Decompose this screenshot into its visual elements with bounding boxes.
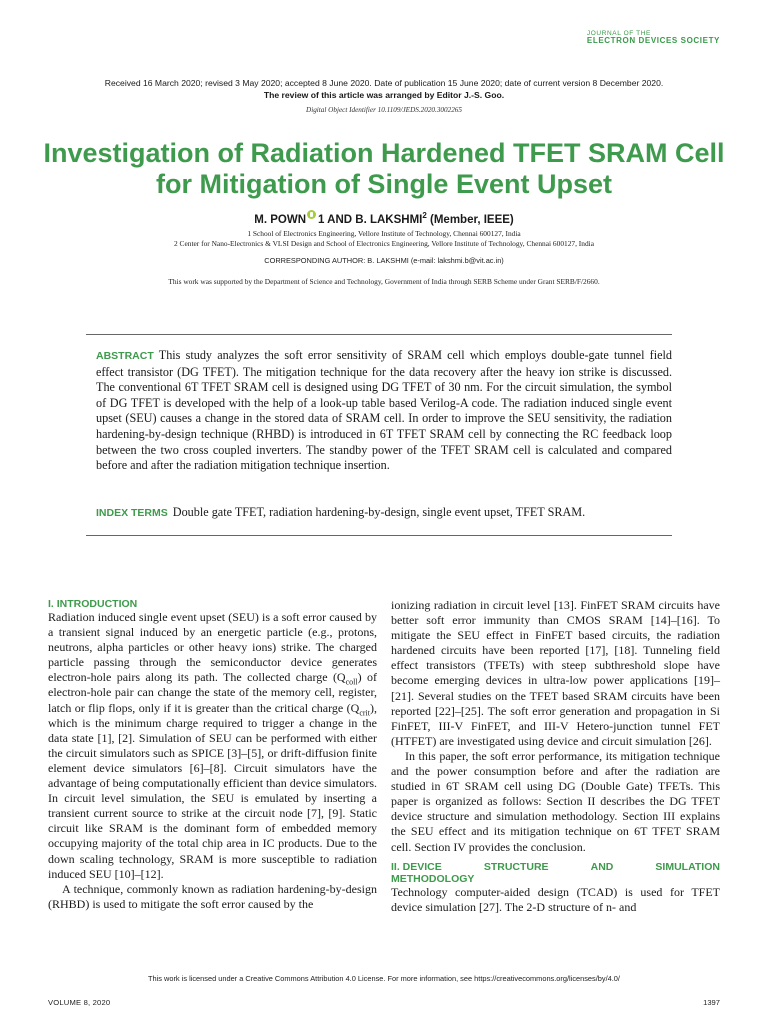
abstract-top-rule [86, 334, 672, 335]
index-terms-label: INDEX TERMS [96, 507, 168, 519]
abstract-bottom-rule [86, 535, 672, 536]
author-2-membership: (Member, IEEE) [426, 214, 514, 226]
section-2-heading-word-2: STRUCTURE [483, 860, 549, 873]
paragraph-5: Technology computer-aided design (TCAD) is used for TFET device simulation [27]. The 2-D structure of n- and [391, 884, 720, 914]
affiliation-1: 1 School of Electronics Engineering, Vellore Institute of Technology, Chennai 600127, India [247, 229, 521, 238]
section-2-heading [391, 861, 720, 873]
funding-note: This work was supported by the Department of Science and Technology, Government of India through SERB Scheme under Grant SERB/F/2660. [168, 277, 600, 286]
left-column [48, 598, 377, 912]
license-note: This work is licensed under a Creative Commons Attribution 4.0 License. For more information, see https://creativecommons.org/licenses/by/4.0/ [148, 974, 620, 983]
affiliation-2: 2 Center for Nano-Electronics & VLSI Design and School of Electronics Engineering, Vellore Institute of Technology, Chennai 600127, India [174, 239, 594, 248]
section-1-heading: I. INTRODUCTION [48, 598, 138, 610]
journal-name-line2: ELECTRON DEVICES SOCIETY [586, 36, 720, 46]
paragraph-2: A technique, commonly known as radiation hardening-by-design (RHBD) is used to mitigate the soft error caused by the [48, 881, 377, 911]
section-2-heading-word-3: AND [590, 860, 614, 873]
publication-history [0, 77, 768, 101]
right-column [391, 598, 720, 915]
author-2: AND B. LAKSHMI [324, 214, 423, 226]
abstract-label: ABSTRACT [96, 350, 154, 362]
review-arranged-by: The review of this article was arranged by Editor J.-S. Goo. [263, 90, 505, 100]
volume-info: VOLUME 8, 2020 [48, 998, 111, 1007]
abstract-text: This study analyzes the soft error sensitivity of SRAM cell which employs double-gate tunnel field effect transistor (DG TFET). The mitigation technique for the data recovery after the heavy ion strike is discussed. The conventional 6T TFET SRAM cell is designed using DG TFET of 30 nm. For the circuit simulation, the symbol of DG TFET is developed with the help of a look-up table based Verilog-A code. The radiation induced single event upset (SEU) causes a change in the stored data of SRAM cell. In order to improve the SEU sensitivity, the radiation hardening-by-design technique (RHBD) is introduced in 6T TFET SRAM cell by connecting the RC feedback loop between the two cross coupled inverters. The standby power of the TFET SRAM cell is calculated and compared before and after the radiation mitigation technique insertion. [96, 348, 672, 473]
author-1: M. POWN [254, 214, 306, 226]
section-2-heading-line-2: METHODOLOGY [391, 872, 475, 885]
paragraph-4: In this paper, the soft error performance, its mitigation technique and the power consumption before and after the radiation are studied in 6T SRAM cell using DG (Double Gate) TFETs. This paper is organized as follows: Section II describes the DG TFET device structure and simulation methodology. Section III explains the SEU effect and its mitigation technique on 6T TFET SRAM cell. Section IV provides the conclusion. [391, 748, 720, 854]
paragraph-1-part-a: Radiation induced single event upset (SEU) is a soft error caused by a transient signal induced by an energetic particle (e.g., protons, neutrons, alpha particles or other heavy ions) strike. The charged particle passing through the semiconductor device generates electron-hole pairs along its path. The collected charge (Q [48, 610, 377, 685]
author-line [0, 210, 768, 226]
doi: Digital Object Identifier 10.1109/JEDS.2020.3002265 [306, 106, 462, 114]
subscript-coll: coll [345, 677, 358, 687]
received-dates: Received 16 March 2020; revised 3 May 2020; accepted 8 June 2020. Date of publication 15 June 2020; date of current version 8 December 2020. [104, 78, 664, 88]
abstract [96, 348, 672, 474]
section-2-heading-word-1: II. DEVICE [391, 860, 442, 873]
corresponding-author: CORRESPONDING AUTHOR: B. LAKSHMI (e-mail: lakshmi.b@vit.ac.in) [264, 256, 504, 265]
author-2-affiliation: 2 [422, 211, 427, 221]
page-number: 1397 [703, 998, 720, 1007]
affiliations [0, 229, 768, 249]
article-title: Investigation of Radiation Hardened TFET SRAM Cell for Mitigation of Single Event Upset [43, 138, 725, 199]
journal-name-line1: JOURNAL OF THE [586, 30, 651, 37]
subscript-crit: crit [359, 707, 370, 717]
section-2-heading-word-4: SIMULATION [655, 860, 720, 873]
paragraph-1-part-c: ), which is the minimum charge required to trigger a change in the data state [1], [2]. Simulation of SEU can be performed with either the circuit simulators such as SPICE [3]–[5], or drift-diffusion finite element device simulators [6]–[8]. Circuit simulators have the advantage of being computationally efficient than device simulators. In circuit level simulation, the SEU is emulated by inserting a transient current source to strike at the circuit node [7], [9]. Static circuit like SRAM is the dominant form of embedded memory occupying majority of the total chip area in IC products. Due to the down scaling technology, SRAM is more susceptible to radiation induced SEU [10]–[12]. [48, 700, 378, 881]
index-terms [96, 505, 672, 521]
paragraph-1 [48, 610, 377, 882]
index-terms-text: Double gate TFET, radiation hardening-by-design, single event upset, TFET SRAM. [172, 505, 586, 519]
paragraph-3: ionizing radiation in circuit level [13]. FinFET SRAM circuits have better soft error immunity than CMOS SRAM [14]–[16]. To mitigate the SEU effect in FinFET based circuits, the radiation hardened circuits have been reported [17], [18]. Tunneling field effect transistors (TFETs) with steep subthreshold slope have become emerging devices in ultra-low power applications [19]–[21]. Several studies on the TFET based SRAM circuits have been reported [22]–[25]. The soft error generation and propagation in Si FinFET, III-V FinFET, and III-V Hetero-junction tunnel FET (HTFET) are investigated using device and circuit simulation [26]. [391, 598, 720, 748]
author-1-affiliation: 1 [318, 214, 325, 226]
journal-masthead [587, 30, 720, 46]
paragraph-1-part-b: ) of electron-hole pair can change the state of the memory cell, register, latch or flip flops, only if it is greater than the critical charge (Q [48, 670, 377, 715]
orcid-icon[interactable] [307, 210, 316, 219]
